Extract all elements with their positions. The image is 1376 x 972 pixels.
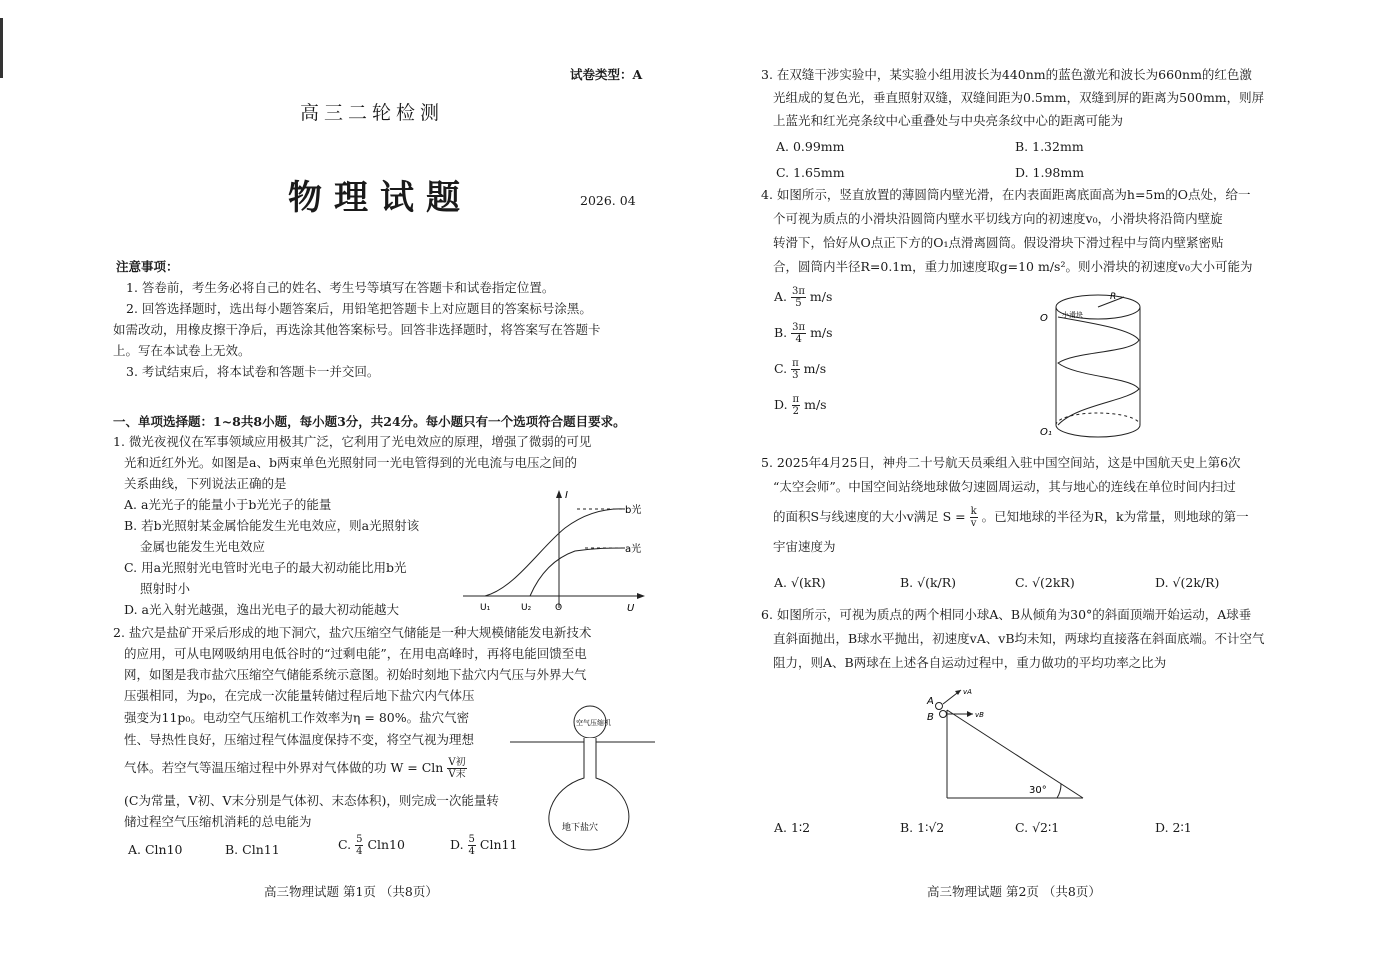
angle-label: 30° <box>1029 785 1047 796</box>
q5-option-a: A. √(kR) <box>774 575 826 590</box>
q2-frac-num: V初 <box>448 757 466 768</box>
q6-line1: 6. 如图所示，可视为质点的两个相同小球A、B从倾角为30°的斜面顶端开始运动，A球垂 <box>761 607 1252 622</box>
cylinder-bottom-back <box>1056 413 1140 425</box>
q4-option-d <box>774 394 827 417</box>
q2-work-fraction <box>447 757 466 780</box>
q1-option-c2: 照射时小 <box>140 581 191 596</box>
q2-line5: 强变为11p₀。电动空气压缩机工作效率为η = 80%。盐穴气密 <box>124 710 470 725</box>
q4-line2: 个可视为质点的小滑块沿圆筒内壁水平切线方向的初速度v₀，小滑块将沿筒内壁旋 <box>773 211 1223 226</box>
graph-a-label: a光 <box>625 544 642 555</box>
graph-b-label: b光 <box>625 505 642 516</box>
q5-line1: 5. 2025年4月25日，神舟二十号航天员乘组入驻中国空间站，这是中国航天史上第6次 <box>761 455 1241 470</box>
q4-option-b-label: B. <box>774 325 788 340</box>
q5-line4: 宇宙速度为 <box>773 539 836 554</box>
q4-option-c-unit: m/s <box>803 361 827 376</box>
q5-line3 <box>773 506 1249 529</box>
incline-slope <box>947 710 1083 798</box>
q5-frac-den: v <box>970 518 977 529</box>
q6-option-c: C. √2∶1 <box>1015 820 1060 835</box>
q4-option-c-label: C. <box>774 361 788 376</box>
q2-option-c-num: 5 <box>356 834 363 845</box>
q5-formula-rest: 。已知地球的半径为R，k为常量，则地球的第一 <box>981 509 1249 524</box>
q4-option-b-unit: m/s <box>810 325 833 340</box>
q1-line2: 光和近红外光。如图是a、b两束单色光照射同一光电管得到的光电流与电压之间的 <box>124 455 577 470</box>
q6-line3: 阻力，则A、B两球在上述各自运动过程中，重力做功的平均功率之比为 <box>773 655 1167 670</box>
q5-line2: “太空会师”。中国空间站绕地球做匀速圆周运动，其与地心的连线在单位时间内扫过 <box>773 479 1236 494</box>
q1-line3: 关系曲线，下列说法正确的是 <box>124 476 287 491</box>
notice-title: 注意事项： <box>116 259 179 274</box>
q2-option-c-label: C. <box>338 837 352 852</box>
q5-frac-num: k <box>970 506 977 517</box>
cyl-o1-label: O₁ <box>1040 427 1052 438</box>
q2-line4: 压强相同，为p₀，在完成一次能量转储过程后地下盐穴内气体压 <box>124 688 475 703</box>
q4-option-c-frac <box>791 358 800 381</box>
angle-arc <box>1057 784 1061 798</box>
q3-line1: 3. 在双缝干涉实验中，某实验小组用波长为440nm的蓝色激光和波长为660nm的红色激 <box>761 67 1252 82</box>
q2-option-b: B. Cln11 <box>225 842 280 857</box>
q4-option-b-frac <box>791 322 806 345</box>
q4-option-a-label: A. <box>774 289 788 304</box>
q5-formula-text: 的面积S与线速度的大小v满足 S = <box>773 509 966 524</box>
q5-option-b: B. √(k/R) <box>900 575 957 590</box>
q1-option-b2: 金属也能发生光电效应 <box>140 539 266 554</box>
spiral-path <box>1058 317 1139 425</box>
q2-option-d-num: 5 <box>468 834 475 845</box>
va-label: vA <box>963 688 972 696</box>
paper-type: 试卷类型：A <box>570 67 643 82</box>
q2-line7 <box>124 757 467 780</box>
graph-u2-label: U₂ <box>521 603 532 613</box>
q3-option-b: B. 1.32mm <box>1015 139 1084 154</box>
q4-option-c <box>774 358 826 381</box>
q6-option-d: D. 2∶1 <box>1155 820 1192 835</box>
q2-work-formula: 气体。若空气等温压缩过程中外界对气体做的功 W = Cln <box>124 760 444 775</box>
q4-option-d-frac <box>792 394 801 417</box>
q1-option-a: A. a光光子的能量小于b光光子的能量 <box>124 497 332 512</box>
graph-x-label: U <box>627 603 635 614</box>
cyl-slider-label: 小滑块 <box>1062 311 1083 319</box>
q6-option-b: B. 1∶√2 <box>900 820 945 835</box>
q6-incline-diagram <box>925 686 1090 804</box>
q2-line3: 网，如图是我市盐穴压缩空气储能系统示意图。初始时刻地下盐穴内气压与外界大气 <box>124 667 587 682</box>
q2-option-d-label: D. <box>450 837 464 852</box>
q5-option-c: C. √(2kR) <box>1015 575 1075 590</box>
q4-option-a-den: 5 <box>795 298 802 309</box>
q2-option-d-den: 4 <box>468 846 475 857</box>
vb-arrowhead <box>967 711 973 717</box>
notice-3: 3. 考试结束后，将本试卷和答题卡一并交回。 <box>126 364 380 379</box>
q3-option-d: D. 1.98mm <box>1015 165 1085 180</box>
q2-option-d-frac <box>468 834 476 857</box>
binding-edge-mark <box>0 18 3 78</box>
q1-option-b: B. 若b光照射某金属恰能发生光电效应，则a光照射该 <box>124 518 420 533</box>
graph-x-arrow <box>637 593 645 599</box>
q2-option-a: A. Cln10 <box>128 842 183 857</box>
ball-a-label: A <box>927 696 934 707</box>
q4-option-a-unit: m/s <box>809 289 833 304</box>
q6-line2: 直斜面抛出，B球水平抛出，初速度vA、vB均未知，两球均直接落在斜面底端。不计空气 <box>773 631 1265 646</box>
q4-option-a-frac <box>791 286 806 309</box>
cyl-r-label: R <box>1110 292 1117 302</box>
subject-title: 物理试题 <box>288 178 472 218</box>
q4-option-c-num: π <box>792 358 799 369</box>
curve-b <box>485 509 625 596</box>
cylinder-bottom-front <box>1056 425 1140 437</box>
q4-option-d-num: π <box>792 394 800 405</box>
q4-option-b-den: 4 <box>795 334 802 345</box>
q4-option-c-den: 3 <box>792 370 799 381</box>
q5-formula-frac <box>970 506 978 529</box>
q2-salt-cave-diagram <box>510 700 660 860</box>
q5-option-d: D. √(2k/R) <box>1155 575 1220 590</box>
notice-2c: 上。写在本试卷上无效。 <box>113 343 251 358</box>
q3-line2: 光组成的复色光，垂直照射双缝，双缝间距为0.5mm，双缝到屏的距离为500mm，则屏 <box>773 90 1265 105</box>
section-heading: 一、单项选择题：1~8共8小题，每小题3分，共24分。每小题只有一个选项符合题目要求。 <box>113 414 626 429</box>
q2-option-c-text: Cln10 <box>367 837 405 852</box>
q6-option-a: A. 1∶2 <box>774 820 811 835</box>
graph-origin-label: O <box>555 603 563 613</box>
q4-line3: 转滑下，恰好从O点正下方的O₁点滑离圆筒。假设滑块下滑过程中与筒内壁紧密贴 <box>773 235 1224 250</box>
ball-a <box>936 703 943 710</box>
q3-option-c: C. 1.65mm <box>776 165 845 180</box>
notice-2: 2. 回答选择题时，选出每小题答案后，用铅笔把答题卡上对应题目的答案标号涂黑。 <box>126 301 592 316</box>
compressor-label: 空气压缩机 <box>576 719 611 727</box>
q2-line6: 性、导热性良好，压缩过程气体温度保持不变，将空气视为理想 <box>124 732 475 747</box>
exam-date: 2026. 04 <box>580 193 636 208</box>
q4-option-d-label: D. <box>774 397 788 412</box>
cave-shape <box>549 738 629 850</box>
graph-y-arrow <box>556 490 562 498</box>
graph-y-label: I <box>565 490 568 501</box>
q4-option-d-den: 2 <box>792 406 800 417</box>
q4-option-b-num: 3π <box>792 322 806 333</box>
q4-cylinder-diagram <box>1036 285 1156 445</box>
q2-option-c <box>338 834 405 857</box>
q2-line2: 的应用，可从电网吸纳用电低谷时的“过剩电能”，在用电高峰时，再将电能回馈至电 <box>124 646 587 661</box>
exam-name: 高三二轮检测 <box>300 102 445 124</box>
curve-a <box>530 548 625 596</box>
q4-option-a <box>774 286 832 309</box>
ball-b-label: B <box>927 712 934 723</box>
q2-line1: 2. 盐穴是盐矿开采后形成的地下洞穴，盐穴压缩空气储能是一种大规模储能发电新技术 <box>113 625 592 640</box>
q1-iv-graph <box>455 488 650 618</box>
q4-line1: 4. 如图所示，竖直放置的薄圆筒内壁光滑，在内表面距离底面高为h=5m的O点处，给一 <box>761 187 1251 202</box>
q2-option-c-frac <box>355 834 363 857</box>
cave-label: 地下盐穴 <box>562 823 599 833</box>
q4-option-a-num: 3π <box>792 286 805 297</box>
ball-b <box>940 711 947 718</box>
q3-line3: 上蓝光和红光亮条纹中心重叠处与中央亮条纹中心的距离可能为 <box>773 113 1124 128</box>
q2-line9: 储过程空气压缩机消耗的总电能为 <box>124 814 312 829</box>
notice-1: 1. 答卷前，考生务必将自己的姓名、考生号等填写在答题卡和试卷指定位置。 <box>126 280 555 295</box>
q1-option-d: D. a光入射光越强，逸出光电子的最大初动能越大 <box>124 602 399 617</box>
page1-footer: 高三物理试题 第1页 （共8页） <box>264 884 438 899</box>
page2-footer: 高三物理试题 第2页 （共8页） <box>927 884 1101 899</box>
q1-option-c: C. 用a光照射光电管时光电子的最大初动能比用b光 <box>124 560 407 575</box>
cyl-o-label: O <box>1040 313 1048 324</box>
graph-u1-label: U₁ <box>480 603 491 613</box>
q2-line8: (C为常量，V初、V末分别是气体初、末态体积)，则完成一次能量转 <box>124 793 499 808</box>
q4-option-d-unit: m/s <box>804 397 827 412</box>
q2-option-d <box>450 834 517 857</box>
q2-option-d-text: Cln11 <box>479 837 518 852</box>
notice-2b: 如需改动，用橡皮擦干净后，再选涂其他答案标号。回答非选择题时，将答案写在答题卡 <box>113 322 601 337</box>
q4-option-b <box>774 322 833 345</box>
q2-frac-den: V末 <box>448 769 466 780</box>
vb-label: vB <box>975 711 984 719</box>
q3-option-a: A. 0.99mm <box>776 139 845 154</box>
q1-line1: 1. 微光夜视仪在军事领域应用极其广泛，它利用了光电效应的原理，增强了微弱的可见 <box>113 434 592 449</box>
q2-option-c-den: 4 <box>356 846 363 857</box>
q4-line4: 合，圆筒内半径R=0.1m，重力加速度取g=10 m/s²。则小滑块的初速度v₀大小可能为 <box>773 259 1253 274</box>
